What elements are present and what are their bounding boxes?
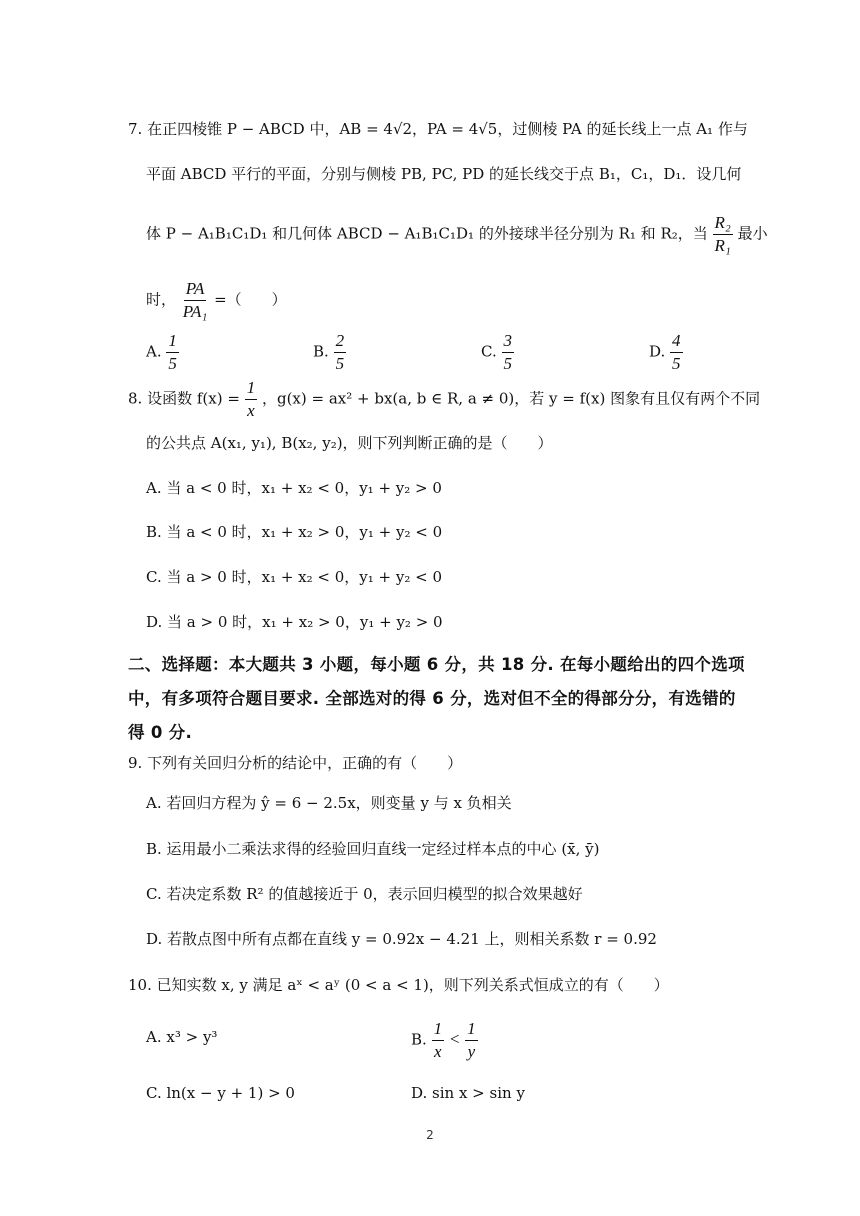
q7-option-a-fraction	[166, 330, 179, 375]
q8-option-c: C. 当 a > 0 时，x₁ + x₂ < 0，y₁ + y₂ < 0	[146, 568, 443, 586]
q7-pa-fraction	[181, 278, 210, 323]
q7-line-3	[146, 212, 768, 257]
q10-option-b-den-2: y	[467, 1042, 476, 1061]
q7-option-d-label: D.	[649, 342, 666, 361]
q8-option-a: A. 当 a < 0 时，x₁ + x₂ < 0，y₁ + y₂ > 0	[146, 479, 442, 497]
q10-option-b-fraction-1	[432, 1018, 445, 1063]
q7-line-3-tail: 最小	[737, 224, 768, 243]
q10-option-b-den-1: x	[434, 1042, 442, 1061]
q8-line-1-tail: ，g(x) = ax² + bx(a, b ∈ R, a ≠ 0)，若 y = f(x) 图象有且仅有两个不同	[261, 389, 761, 408]
q7-option-d-fraction	[670, 330, 683, 375]
q9-stem: 9. 下列有关回归分析的结论中，正确的有（ ）	[128, 754, 463, 772]
q9-option-d: D. 若散点图中所有点都在直线 y = 0.92x − 4.21 上，则相关系数 r = 0.92	[146, 930, 657, 948]
q7-pa-denominator: PA₁	[182, 302, 208, 321]
section-2-heading: 二、选择题：本大题共 3 小题，每小题 6 分，共 18 分. 在每小题给出的四个选项中，有多项符合题目要求. 全部选对的得 6 分，选对但不全的得部分分，有选错的得 0 分.	[128, 655, 745, 742]
q7-option-b-den: 5	[335, 354, 345, 373]
q8-line-2: 的公共点 A(x₁, y₁), B(x₂, y₂)，则下列判断正确的是（ ）	[146, 434, 553, 452]
q7-line-4-text: 时，	[146, 290, 177, 309]
q8-function-fraction	[245, 377, 258, 422]
q7-line-4	[146, 278, 760, 323]
q7-option-c	[481, 330, 514, 375]
q10-option-a: A. x³ > y³	[146, 1028, 218, 1046]
q7-ratio-denominator: R₁	[714, 236, 731, 255]
q10-option-b-label: B.	[411, 1030, 427, 1049]
q7-option-a-den: 5	[168, 354, 177, 373]
q7-option-d-num: 4	[670, 330, 683, 353]
q10-option-d: D. sin x > sin y	[411, 1084, 525, 1102]
page-number: 2	[426, 1128, 434, 1142]
q8-fraction-num: 1	[245, 377, 258, 400]
q9-option-b: B. 运用最小二乘法求得的经验回归直线一定经过样本点的中心 (x̄, ȳ)	[146, 840, 600, 858]
q8-option-b: B. 当 a < 0 时，x₁ + x₂ > 0，y₁ + y₂ < 0	[146, 523, 443, 541]
q10-stem: 10. 已知实数 x, y 满足 aˣ < aʸ (0 < a < 1)，则下列关系式恒成立的有（ ）	[128, 976, 669, 994]
q7-pa-numerator: PA	[184, 278, 207, 301]
q7-option-b-fraction	[334, 330, 347, 375]
q10-option-c: C. ln(x − y + 1) > 0	[146, 1084, 295, 1102]
q10-option-b-num-1: 1	[432, 1018, 445, 1041]
q9-option-c: C. 若决定系数 R² 的值越接近于 0，表示回归模型的拟合效果越好	[146, 885, 583, 903]
q7-option-c-den: 5	[503, 354, 512, 373]
q7-option-c-num: 3	[502, 330, 515, 353]
q7-ratio-fraction	[713, 212, 733, 257]
q9-option-a: A. 若回归方程为 ŷ = 6 − 2.5x，则变量 y 与 x 负相关	[146, 794, 512, 812]
q7-option-d	[649, 330, 683, 375]
q7-line-3-text: 体 P − A₁B₁C₁D₁ 和几何体 ABCD − A₁B₁C₁D₁ 的外接球半径分别为 R₁ 和 R₂，当	[146, 224, 708, 243]
q10-option-b	[411, 1018, 478, 1063]
q8-fraction-den: x	[247, 401, 255, 420]
q7-option-b-num: 2	[334, 330, 347, 353]
q7-option-b-label: B.	[313, 342, 329, 361]
q7-option-d-den: 5	[672, 354, 681, 373]
q7-option-a	[146, 330, 179, 375]
q7-line-4-tail: =（ ）	[214, 290, 287, 309]
q7-ratio-numerator: R₂	[713, 212, 733, 235]
q7-option-b	[313, 330, 346, 375]
q10-option-b-fraction-2	[465, 1018, 478, 1063]
q10-option-b-operator: <	[448, 1029, 461, 1049]
q7-line-2: 平面 ABCD 平行的平面，分别与侧棱 PB, PC, PD 的延长线交于点 B₁，C₁，D₁．设几何	[146, 165, 742, 183]
q7-option-c-label: C.	[481, 342, 497, 361]
q7-option-c-fraction	[502, 330, 515, 375]
q8-option-d: D. 当 a > 0 时，x₁ + x₂ > 0，y₁ + y₂ > 0	[146, 613, 443, 631]
q10-option-b-num-2: 1	[465, 1018, 478, 1041]
q7-line-1: 7. 在正四棱锥 P − ABCD 中，AB = 4√2，PA = 4√5，过侧棱 PA 的延长线上一点 A₁ 作与	[128, 120, 748, 138]
q7-option-a-num: 1	[166, 330, 179, 353]
q8-line-1	[128, 377, 760, 422]
q7-option-a-label: A.	[146, 342, 162, 361]
q8-line-1-text: 8. 设函数 f(x) =	[128, 389, 240, 408]
